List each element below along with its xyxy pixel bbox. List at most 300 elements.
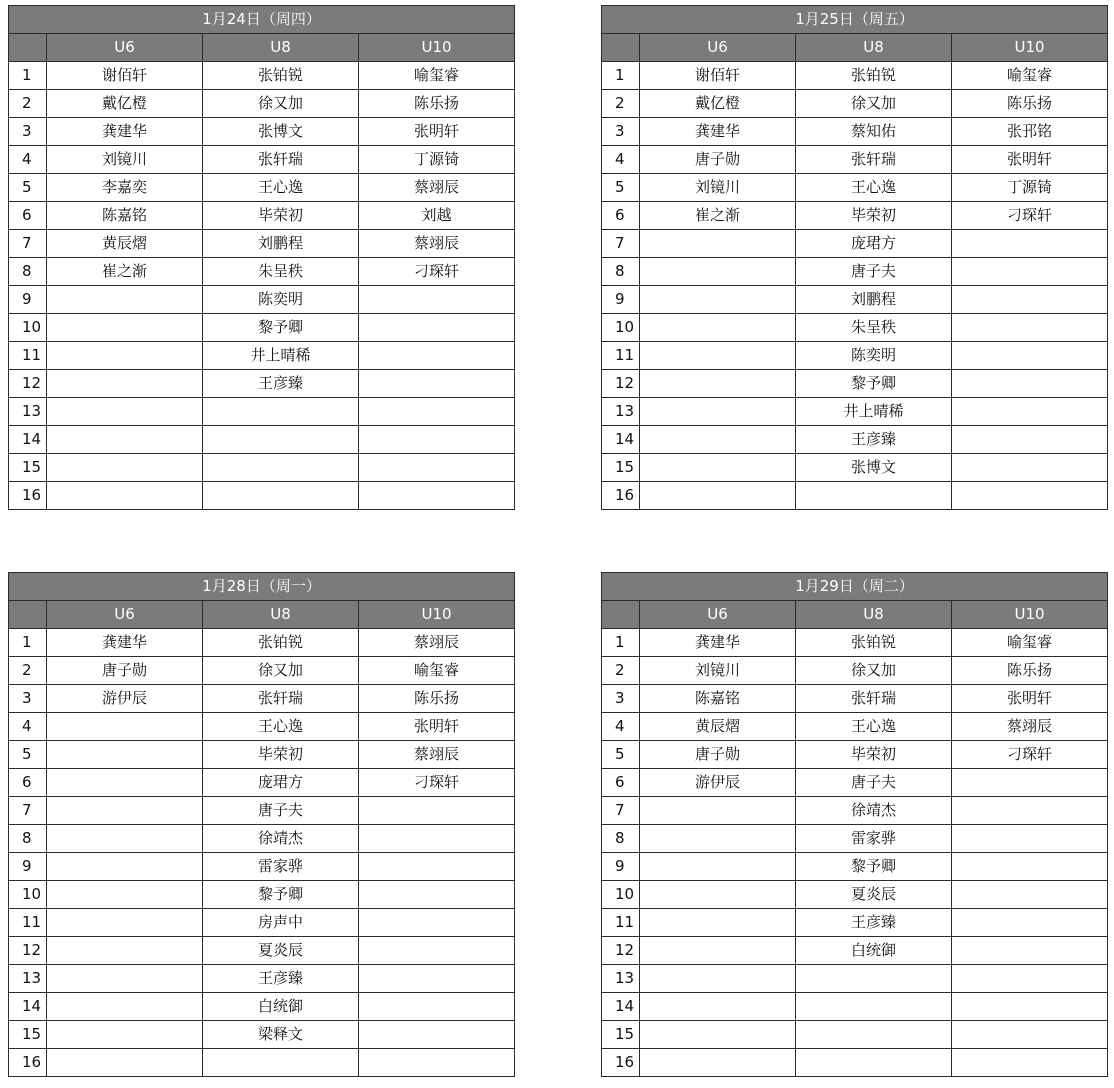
player-cell-u8: 庞珺方 (203, 769, 359, 797)
player-cell-u8: 朱呈秩 (203, 258, 359, 286)
group-header-u8: U8 (203, 601, 359, 629)
player-cell-u6: 刘镜川 (640, 174, 796, 202)
index-header-cell (9, 601, 47, 629)
player-cell-u10: 喻玺睿 (952, 629, 1108, 657)
row-number: 9 (602, 853, 640, 881)
table-row (9, 657, 515, 685)
index-header-cell (9, 34, 47, 62)
row-number: 2 (602, 90, 640, 118)
player-cell-u6 (47, 370, 203, 398)
player-cell-u8 (203, 454, 359, 482)
table-row (602, 482, 1108, 510)
table-row (9, 398, 515, 426)
player-cell-u8: 夏炎辰 (796, 881, 952, 909)
player-cell-u10 (359, 482, 515, 510)
player-cell-u6 (640, 426, 796, 454)
player-cell-u6: 谢佰轩 (47, 62, 203, 90)
player-cell-u6: 黄辰熠 (640, 713, 796, 741)
player-cell-u6 (47, 286, 203, 314)
player-cell-u8: 夏炎辰 (203, 937, 359, 965)
row-number: 15 (602, 1021, 640, 1049)
player-cell-u6: 李嘉奕 (47, 174, 203, 202)
table-row (602, 937, 1108, 965)
row-number: 11 (9, 909, 47, 937)
player-cell-u10 (359, 286, 515, 314)
row-number: 1 (602, 629, 640, 657)
row-number: 9 (602, 286, 640, 314)
player-cell-u10 (359, 342, 515, 370)
group-header-u10: U10 (952, 601, 1108, 629)
player-cell-u6: 唐子勋 (640, 741, 796, 769)
table-row (9, 741, 515, 769)
player-cell-u10 (952, 370, 1108, 398)
table-row (9, 62, 515, 90)
row-number: 4 (602, 713, 640, 741)
player-cell-u10: 陈乐扬 (359, 685, 515, 713)
player-cell-u10 (952, 398, 1108, 426)
table-row (9, 118, 515, 146)
table-row (602, 286, 1108, 314)
row-number: 10 (602, 314, 640, 342)
row-number: 10 (602, 881, 640, 909)
table-row (602, 454, 1108, 482)
row-number: 3 (602, 685, 640, 713)
player-cell-u10: 陈乐扬 (359, 90, 515, 118)
player-cell-u6 (640, 881, 796, 909)
table-row (602, 398, 1108, 426)
table-row (9, 286, 515, 314)
group-header-u6: U6 (640, 601, 796, 629)
row-number: 11 (602, 909, 640, 937)
row-number: 9 (9, 853, 47, 881)
player-cell-u6 (47, 398, 203, 426)
player-cell-u6 (47, 1049, 203, 1077)
player-cell-u10: 张明轩 (359, 713, 515, 741)
row-number: 2 (602, 657, 640, 685)
player-cell-u8: 黎予卿 (796, 853, 952, 881)
row-number: 5 (9, 741, 47, 769)
date-title-row (602, 6, 1108, 34)
table-row (602, 230, 1108, 258)
table-row (9, 881, 515, 909)
group-header-u10: U10 (359, 601, 515, 629)
group-header-u10: U10 (952, 34, 1108, 62)
row-number: 4 (602, 146, 640, 174)
player-cell-u8: 毕荣初 (796, 202, 952, 230)
player-cell-u8: 徐又加 (203, 657, 359, 685)
table-row (602, 90, 1108, 118)
table-row (602, 685, 1108, 713)
table-row (602, 1049, 1108, 1077)
player-cell-u6 (47, 769, 203, 797)
player-cell-u6: 龚建华 (47, 629, 203, 657)
player-cell-u8: 张铂锐 (203, 629, 359, 657)
table-row (9, 853, 515, 881)
group-header-u6: U6 (47, 601, 203, 629)
player-cell-u6: 黄辰熠 (47, 230, 203, 258)
player-cell-u8: 王心逸 (203, 713, 359, 741)
row-number: 14 (602, 426, 640, 454)
player-cell-u8: 张轩瑞 (203, 146, 359, 174)
table-row (602, 426, 1108, 454)
player-cell-u6 (640, 258, 796, 286)
player-cell-u6: 游伊辰 (47, 685, 203, 713)
player-cell-u8: 唐子夫 (203, 797, 359, 825)
row-number: 5 (602, 174, 640, 202)
row-number: 13 (9, 398, 47, 426)
table-row (602, 629, 1108, 657)
player-cell-u6 (640, 1049, 796, 1077)
group-header-row (602, 601, 1108, 629)
player-cell-u6 (640, 482, 796, 510)
group-header-u6: U6 (47, 34, 203, 62)
player-cell-u8: 雷家骅 (203, 853, 359, 881)
player-cell-u10 (952, 1049, 1108, 1077)
table-row (602, 62, 1108, 90)
player-cell-u6 (640, 797, 796, 825)
player-cell-u10: 刁琛轩 (359, 769, 515, 797)
player-cell-u6 (47, 965, 203, 993)
schedule-table-1 (8, 5, 515, 510)
row-number: 13 (602, 398, 640, 426)
table-row (602, 909, 1108, 937)
player-cell-u6 (640, 993, 796, 1021)
table-row (9, 797, 515, 825)
player-cell-u8: 张铂锐 (796, 62, 952, 90)
table-row (602, 370, 1108, 398)
player-cell-u10: 陈乐扬 (952, 90, 1108, 118)
player-cell-u8: 唐子夫 (796, 769, 952, 797)
player-cell-u10 (359, 965, 515, 993)
player-cell-u8: 白统御 (796, 937, 952, 965)
player-cell-u8 (796, 1049, 952, 1077)
row-number: 14 (9, 993, 47, 1021)
player-cell-u6 (640, 909, 796, 937)
table-row (602, 965, 1108, 993)
table-row (602, 174, 1108, 202)
table-row (9, 146, 515, 174)
player-cell-u8: 王心逸 (796, 174, 952, 202)
player-cell-u8: 徐又加 (796, 657, 952, 685)
date-title-row (602, 573, 1108, 601)
row-number: 16 (602, 1049, 640, 1077)
player-cell-u6 (47, 825, 203, 853)
player-cell-u8: 徐又加 (203, 90, 359, 118)
player-cell-u10 (359, 398, 515, 426)
row-number: 7 (9, 230, 47, 258)
table-row (602, 797, 1108, 825)
table-row (9, 685, 515, 713)
player-cell-u8 (203, 398, 359, 426)
player-cell-u6 (640, 398, 796, 426)
group-header-u8: U8 (203, 34, 359, 62)
player-cell-u10 (359, 881, 515, 909)
player-cell-u10 (952, 1021, 1108, 1049)
group-header-row (602, 34, 1108, 62)
player-cell-u10 (359, 993, 515, 1021)
player-cell-u10 (952, 454, 1108, 482)
player-cell-u8: 张轩瑞 (203, 685, 359, 713)
player-cell-u6: 陈嘉铭 (47, 202, 203, 230)
player-cell-u6 (47, 713, 203, 741)
player-cell-u6 (640, 286, 796, 314)
row-number: 8 (9, 258, 47, 286)
table-row (602, 657, 1108, 685)
row-number: 3 (602, 118, 640, 146)
player-cell-u6 (640, 370, 796, 398)
table-row (602, 713, 1108, 741)
group-header-u10: U10 (359, 34, 515, 62)
player-cell-u6: 刘镜川 (47, 146, 203, 174)
row-number: 8 (602, 825, 640, 853)
row-number: 1 (602, 62, 640, 90)
player-cell-u10 (952, 825, 1108, 853)
player-cell-u8: 毕荣初 (796, 741, 952, 769)
player-cell-u8: 雷家骅 (796, 825, 952, 853)
player-cell-u6 (640, 342, 796, 370)
row-number: 15 (9, 454, 47, 482)
group-header-row (9, 601, 515, 629)
row-number: 12 (9, 937, 47, 965)
row-number: 2 (9, 90, 47, 118)
player-cell-u10 (952, 797, 1108, 825)
player-cell-u6 (47, 937, 203, 965)
player-cell-u8: 唐子夫 (796, 258, 952, 286)
player-cell-u10: 丁源锜 (952, 174, 1108, 202)
row-number: 14 (602, 993, 640, 1021)
player-cell-u8: 毕荣初 (203, 741, 359, 769)
table-row (602, 853, 1108, 881)
player-cell-u10 (952, 258, 1108, 286)
player-cell-u8: 白统御 (203, 993, 359, 1021)
player-cell-u10 (359, 1049, 515, 1077)
player-cell-u6 (47, 314, 203, 342)
row-number: 1 (9, 62, 47, 90)
table-row (9, 965, 515, 993)
row-number: 1 (9, 629, 47, 657)
player-cell-u10 (952, 937, 1108, 965)
player-cell-u8 (203, 426, 359, 454)
table-row (9, 202, 515, 230)
player-cell-u6 (47, 741, 203, 769)
table-row (9, 426, 515, 454)
player-cell-u8: 庞珺方 (796, 230, 952, 258)
player-cell-u8: 张博文 (203, 118, 359, 146)
row-number: 6 (9, 202, 47, 230)
player-cell-u6 (640, 937, 796, 965)
group-header-u6: U6 (640, 34, 796, 62)
table-row (9, 713, 515, 741)
player-cell-u8: 王心逸 (203, 174, 359, 202)
table-row (602, 146, 1108, 174)
row-number: 16 (602, 482, 640, 510)
row-number: 6 (602, 202, 640, 230)
player-cell-u8 (203, 1049, 359, 1077)
table-row (9, 454, 515, 482)
player-cell-u8: 王彦臻 (796, 426, 952, 454)
table-row (9, 937, 515, 965)
table-row (9, 993, 515, 1021)
table-row (602, 202, 1108, 230)
table-row (602, 342, 1108, 370)
player-cell-u10 (359, 454, 515, 482)
player-cell-u10 (359, 825, 515, 853)
row-number: 15 (602, 454, 640, 482)
player-cell-u8 (796, 482, 952, 510)
row-number: 10 (9, 314, 47, 342)
player-cell-u10: 蔡翊辰 (359, 174, 515, 202)
player-cell-u6 (640, 853, 796, 881)
player-cell-u8: 井上晴稀 (796, 398, 952, 426)
schedule-table-2 (601, 5, 1108, 510)
table-row (9, 629, 515, 657)
player-cell-u8: 陈奕明 (796, 342, 952, 370)
player-cell-u10: 张明轩 (359, 118, 515, 146)
row-number: 5 (602, 741, 640, 769)
index-header-cell (602, 34, 640, 62)
table-row (602, 741, 1108, 769)
table-row (9, 230, 515, 258)
player-cell-u6: 戴亿橙 (47, 90, 203, 118)
player-cell-u8: 张铂锐 (203, 62, 359, 90)
row-number: 4 (9, 713, 47, 741)
player-cell-u8: 黎予卿 (203, 881, 359, 909)
date-title: 1月25日（周五） (602, 6, 1108, 34)
player-cell-u8: 张博文 (796, 454, 952, 482)
player-cell-u10: 喻玺睿 (359, 62, 515, 90)
table-row (9, 769, 515, 797)
player-cell-u10 (952, 230, 1108, 258)
table-row (602, 258, 1108, 286)
table-row (9, 1021, 515, 1049)
player-cell-u10 (359, 909, 515, 937)
player-cell-u8: 梁释文 (203, 1021, 359, 1049)
player-cell-u6 (47, 342, 203, 370)
date-title: 1月29日（周二） (602, 573, 1108, 601)
row-number: 5 (9, 174, 47, 202)
date-title-row (9, 6, 515, 34)
player-cell-u10 (359, 1021, 515, 1049)
player-cell-u6 (47, 482, 203, 510)
player-cell-u8: 王彦臻 (796, 909, 952, 937)
table-row (602, 993, 1108, 1021)
date-title-row (9, 573, 515, 601)
player-cell-u10 (952, 314, 1108, 342)
player-cell-u10 (952, 993, 1108, 1021)
player-cell-u6 (640, 230, 796, 258)
row-number: 11 (602, 342, 640, 370)
table-row (9, 314, 515, 342)
player-cell-u6 (47, 993, 203, 1021)
player-cell-u6: 唐子勋 (640, 146, 796, 174)
player-cell-u10: 张明轩 (952, 685, 1108, 713)
player-cell-u6: 谢佰轩 (640, 62, 796, 90)
table-row (602, 118, 1108, 146)
date-title: 1月28日（周一） (9, 573, 515, 601)
player-cell-u8 (796, 965, 952, 993)
player-cell-u10: 喻玺睿 (359, 657, 515, 685)
player-cell-u8: 徐靖杰 (796, 797, 952, 825)
player-cell-u6 (47, 797, 203, 825)
player-cell-u10 (359, 853, 515, 881)
player-cell-u6 (47, 909, 203, 937)
table-row (602, 881, 1108, 909)
player-cell-u10: 刁琛轩 (359, 258, 515, 286)
row-number: 8 (9, 825, 47, 853)
player-cell-u10 (952, 965, 1108, 993)
row-number: 12 (9, 370, 47, 398)
row-number: 16 (9, 1049, 47, 1077)
player-cell-u6: 龚建华 (47, 118, 203, 146)
player-cell-u6: 游伊辰 (640, 769, 796, 797)
player-cell-u10 (952, 342, 1108, 370)
table-row (9, 370, 515, 398)
player-cell-u8: 黎予卿 (796, 370, 952, 398)
player-cell-u10 (359, 314, 515, 342)
group-header-u8: U8 (796, 601, 952, 629)
player-cell-u10: 刁琛轩 (952, 741, 1108, 769)
row-number: 7 (602, 797, 640, 825)
player-cell-u6: 刘镜川 (640, 657, 796, 685)
player-cell-u6 (47, 426, 203, 454)
row-number: 14 (9, 426, 47, 454)
row-number: 12 (602, 937, 640, 965)
player-cell-u10 (952, 909, 1108, 937)
table-row (9, 825, 515, 853)
table-row (9, 90, 515, 118)
player-cell-u10: 刘越 (359, 202, 515, 230)
player-cell-u10 (952, 426, 1108, 454)
row-number: 3 (9, 685, 47, 713)
player-cell-u6: 崔之渐 (640, 202, 796, 230)
player-cell-u8: 张轩瑞 (796, 146, 952, 174)
player-cell-u8: 房声中 (203, 909, 359, 937)
player-cell-u10 (952, 853, 1108, 881)
player-cell-u6 (640, 965, 796, 993)
row-number: 3 (9, 118, 47, 146)
player-cell-u6: 龚建华 (640, 629, 796, 657)
player-cell-u10: 蔡翊辰 (952, 713, 1108, 741)
player-cell-u6 (47, 1021, 203, 1049)
player-cell-u10: 张邘铭 (952, 118, 1108, 146)
player-cell-u6: 崔之渐 (47, 258, 203, 286)
player-cell-u6 (640, 454, 796, 482)
player-cell-u10 (952, 881, 1108, 909)
table-row (9, 342, 515, 370)
row-number: 10 (9, 881, 47, 909)
player-cell-u8: 王彦臻 (203, 965, 359, 993)
player-cell-u8: 王彦臻 (203, 370, 359, 398)
player-cell-u8: 刘鹏程 (203, 230, 359, 258)
row-number: 2 (9, 657, 47, 685)
player-cell-u8 (796, 993, 952, 1021)
player-cell-u6 (640, 1021, 796, 1049)
player-cell-u10 (359, 937, 515, 965)
row-number: 11 (9, 342, 47, 370)
player-cell-u10: 蔡翊辰 (359, 741, 515, 769)
player-cell-u6: 龚建华 (640, 118, 796, 146)
player-cell-u6: 唐子勋 (47, 657, 203, 685)
row-number: 13 (602, 965, 640, 993)
player-cell-u6 (640, 314, 796, 342)
table-row (602, 769, 1108, 797)
player-cell-u10: 陈乐扬 (952, 657, 1108, 685)
player-cell-u10 (359, 797, 515, 825)
table-row (9, 174, 515, 202)
player-cell-u8: 徐靖杰 (203, 825, 359, 853)
row-number: 6 (602, 769, 640, 797)
player-cell-u10: 刁琛轩 (952, 202, 1108, 230)
